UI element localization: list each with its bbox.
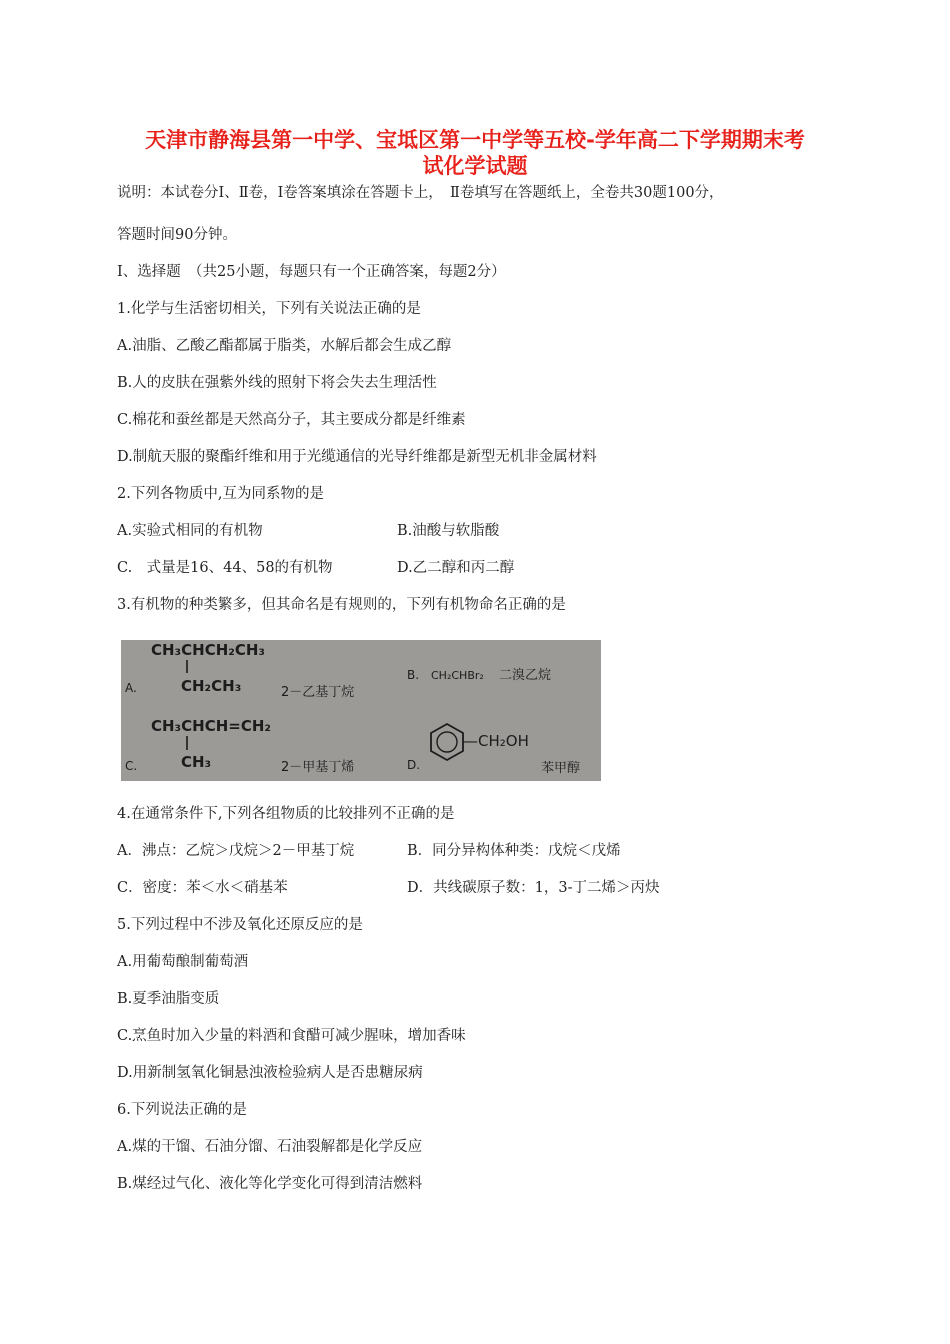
q1-option-c: C.棉花和蚕丝都是天然高分子，其主要成分都是纤维素 xyxy=(117,412,466,428)
q3-a-name: 2－乙基丁烷 xyxy=(281,685,355,700)
q1-option-d: D.制航天服的聚酯纤维和用于光缆通信的光导纤维都是新型无机非金属材料 xyxy=(117,449,597,465)
q3-b-label: B. xyxy=(407,668,420,682)
q2-stem: 2.下列各物质中,互为同系物的是 xyxy=(117,486,324,502)
q2-option-c: C. 式量是16、44、58的有机物 xyxy=(117,560,333,576)
q4-option-d: D．共线碳原子数：1，3-丁二烯＞丙炔 xyxy=(407,880,660,896)
q5-option-a: A.用葡萄酿制葡萄酒 xyxy=(117,954,249,970)
document-title-line2: 试化学试题 xyxy=(422,154,528,178)
note-line1: 说明：本试卷分Ⅰ、Ⅱ卷，Ⅰ卷答案填涂在答题卡上， Ⅱ卷填写在答题纸上，全卷共30题100分， xyxy=(117,185,724,201)
q6-stem: 6.下列说法正确的是 xyxy=(117,1102,247,1118)
q3-a-formula-top: CH₃CHCH₂CH₃ xyxy=(151,641,265,659)
q4-option-c: C．密度：苯＜水＜硝基苯 xyxy=(117,880,288,896)
benzene-ring-icon xyxy=(431,724,463,760)
q3-c-formula-top: CH₃CHCH=CH₂ xyxy=(151,717,271,735)
q2-row1 xyxy=(117,521,717,541)
q5-option-c: C.烹鱼时加入少量的料酒和食醋可减少腥味，增加香味 xyxy=(117,1028,466,1044)
q6-option-b: B.煤经过气化、液化等化学变化可得到清洁燃料 xyxy=(117,1176,423,1192)
q3-d-formula: —CH₂OH xyxy=(463,732,529,750)
document-title-line1: 天津市静海县第一中学、宝坻区第一中学等五校-学年高二下学期期末考 xyxy=(145,128,805,152)
q6-option-a: A.煤的干馏、石油分馏、石油裂解都是化学反应 xyxy=(117,1139,423,1155)
q2-option-b: B.油酸与软脂酸 xyxy=(397,523,500,539)
q4-row2 xyxy=(117,878,767,898)
q2-row2 xyxy=(117,558,717,578)
q3-c-label: C. xyxy=(125,759,138,773)
q3-stem: 3.有机物的种类繁多，但其命名是有规则的，下列有机物命名正确的是 xyxy=(117,597,566,613)
q2-option-d: D.乙二醇和丙二醇 xyxy=(397,560,515,576)
q3-d-name: 苯甲醇 xyxy=(541,761,581,776)
q3-d-label: D. xyxy=(407,758,421,772)
q5-option-d: D.用新制氢氧化铜悬浊液检验病人是否患糖尿病 xyxy=(117,1065,423,1081)
note-line2: 答题时间90分钟。 xyxy=(117,227,237,243)
q1-stem: 1.化学与生活密切相关，下列有关说法正确的是 xyxy=(117,301,421,317)
q1-option-b: B.人的皮肤在强紫外线的照射下将会失去生理活性 xyxy=(117,375,437,391)
q3-a-formula-branch: CH₂CH₃ xyxy=(181,677,242,695)
q4-stem: 4.在通常条件下,下列各组物质的比较排列不正确的是 xyxy=(117,806,455,822)
q3-a-label: A. xyxy=(125,681,137,695)
q4-option-a: A．沸点：乙烷＞戊烷＞2－甲基丁烷 xyxy=(117,843,355,859)
q1-option-a: A.油脂、乙酸乙酯都属于脂类，水解后都会生成乙醇 xyxy=(117,338,452,354)
q3-structures-figure xyxy=(121,640,601,781)
q5-option-b: B.夏季油脂变质 xyxy=(117,991,220,1007)
q3-c-formula-branch: CH₃ xyxy=(181,753,212,771)
q3-b-name: 二溴乙烷 xyxy=(499,668,552,683)
q4-option-b: B．同分异构体种类：戊烷＜戊烯 xyxy=(407,843,621,859)
q4-row1 xyxy=(117,841,767,861)
q3-c-name: 2－甲基丁烯 xyxy=(281,760,355,775)
q3-b-formula: CH₂CHBr₂ xyxy=(431,669,484,682)
q2-option-a: A.实验式相同的有机物 xyxy=(117,523,263,539)
section-heading: Ⅰ、选择题 （共25小题，每题只有一个正确答案，每题2分） xyxy=(117,264,506,280)
q5-stem: 5.下列过程中不涉及氧化还原反应的是 xyxy=(117,917,363,933)
